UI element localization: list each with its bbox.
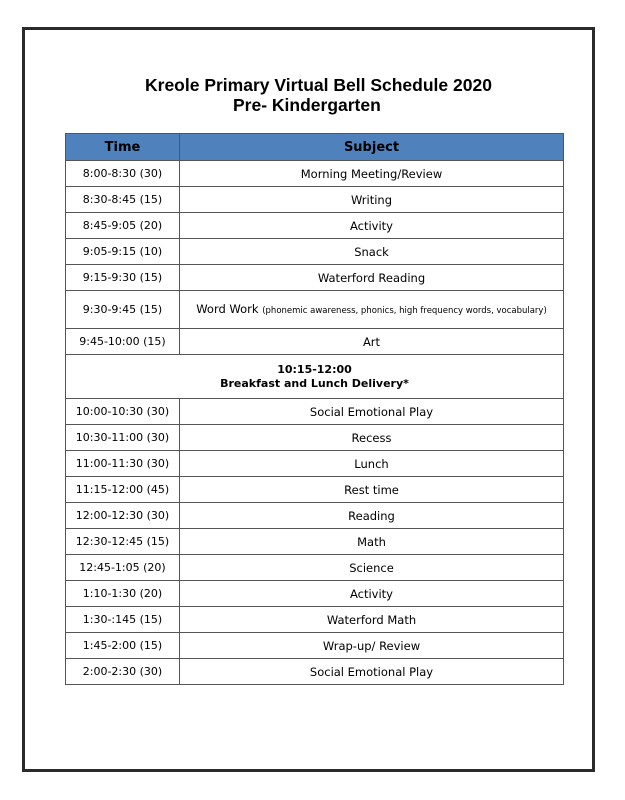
break-label: Breakfast and Lunch Delivery* <box>220 376 409 390</box>
time-cell: 11:00-11:30 (30) <box>66 451 180 477</box>
subject-cell <box>180 291 564 329</box>
time-column-header: Time <box>66 134 180 161</box>
time-cell: 8:30-8:45 (15) <box>66 187 180 213</box>
table-row <box>66 555 564 581</box>
subject-name: Word Work <box>196 301 259 316</box>
time-cell: 12:45-1:05 (20) <box>66 555 180 581</box>
time-cell: 9:15-9:30 (15) <box>66 265 180 291</box>
subject-note: (phonemic awareness, phonics, high frequency words, vocabulary) <box>262 305 547 316</box>
table-row <box>66 607 564 633</box>
table-row <box>66 161 564 187</box>
subject-cell: Snack <box>180 239 564 265</box>
table-row <box>66 659 564 685</box>
break-cell <box>66 355 564 399</box>
table-row <box>66 187 564 213</box>
time-cell: 12:00-12:30 (30) <box>66 503 180 529</box>
table-row <box>66 399 564 425</box>
table-row <box>66 451 564 477</box>
time-cell: 12:30-12:45 (15) <box>66 529 180 555</box>
time-cell: 1:30-:145 (15) <box>66 607 180 633</box>
subject-cell: Waterford Reading <box>180 265 564 291</box>
subject-cell: Lunch <box>180 451 564 477</box>
table-row-break <box>66 355 564 399</box>
subject-cell: Social Emotional Play <box>180 659 564 685</box>
time-cell: 10:30-11:00 (30) <box>66 425 180 451</box>
subject-cell: Science <box>180 555 564 581</box>
time-cell: 11:15-12:00 (45) <box>66 477 180 503</box>
time-cell: 8:00-8:30 (30) <box>66 161 180 187</box>
schedule-table <box>65 133 564 685</box>
subject-cell: Activity <box>180 213 564 239</box>
time-cell: 9:30-9:45 (15) <box>66 291 180 329</box>
table-row-word-work <box>66 291 564 329</box>
subject-cell: Rest time <box>180 477 564 503</box>
table-row <box>66 503 564 529</box>
subject-column-header: Subject <box>180 134 564 161</box>
time-cell: 9:45-10:00 (15) <box>66 329 180 355</box>
subject-cell: Art <box>180 329 564 355</box>
subject-cell: Wrap-up/ Review <box>180 633 564 659</box>
table-row <box>66 213 564 239</box>
subject-cell: Reading <box>180 503 564 529</box>
time-cell: 10:00-10:30 (30) <box>66 399 180 425</box>
subject-cell: Waterford Math <box>180 607 564 633</box>
subject-cell: Writing <box>180 187 564 213</box>
document-subtitle: Pre- Kindergarten <box>233 95 381 115</box>
time-cell: 2:00-2:30 (30) <box>66 659 180 685</box>
table-row <box>66 633 564 659</box>
subject-cell: Recess <box>180 425 564 451</box>
time-cell: 1:45-2:00 (15) <box>66 633 180 659</box>
subject-cell: Social Emotional Play <box>180 399 564 425</box>
time-cell: 1:10-1:30 (20) <box>66 581 180 607</box>
document-title: Kreole Primary Virtual Bell Schedule 2020 <box>145 75 492 95</box>
time-cell: 8:45-9:05 (20) <box>66 213 180 239</box>
table-row <box>66 425 564 451</box>
subject-cell: Morning Meeting/Review <box>180 161 564 187</box>
table-row <box>66 477 564 503</box>
table-row <box>66 239 564 265</box>
table-row <box>66 529 564 555</box>
table-row <box>66 581 564 607</box>
subject-cell: Activity <box>180 581 564 607</box>
table-header-row <box>66 134 564 161</box>
table-row <box>66 265 564 291</box>
subject-cell: Math <box>180 529 564 555</box>
table-row <box>66 329 564 355</box>
break-time: 10:15-12:00 <box>277 362 352 376</box>
time-cell: 9:05-9:15 (10) <box>66 239 180 265</box>
